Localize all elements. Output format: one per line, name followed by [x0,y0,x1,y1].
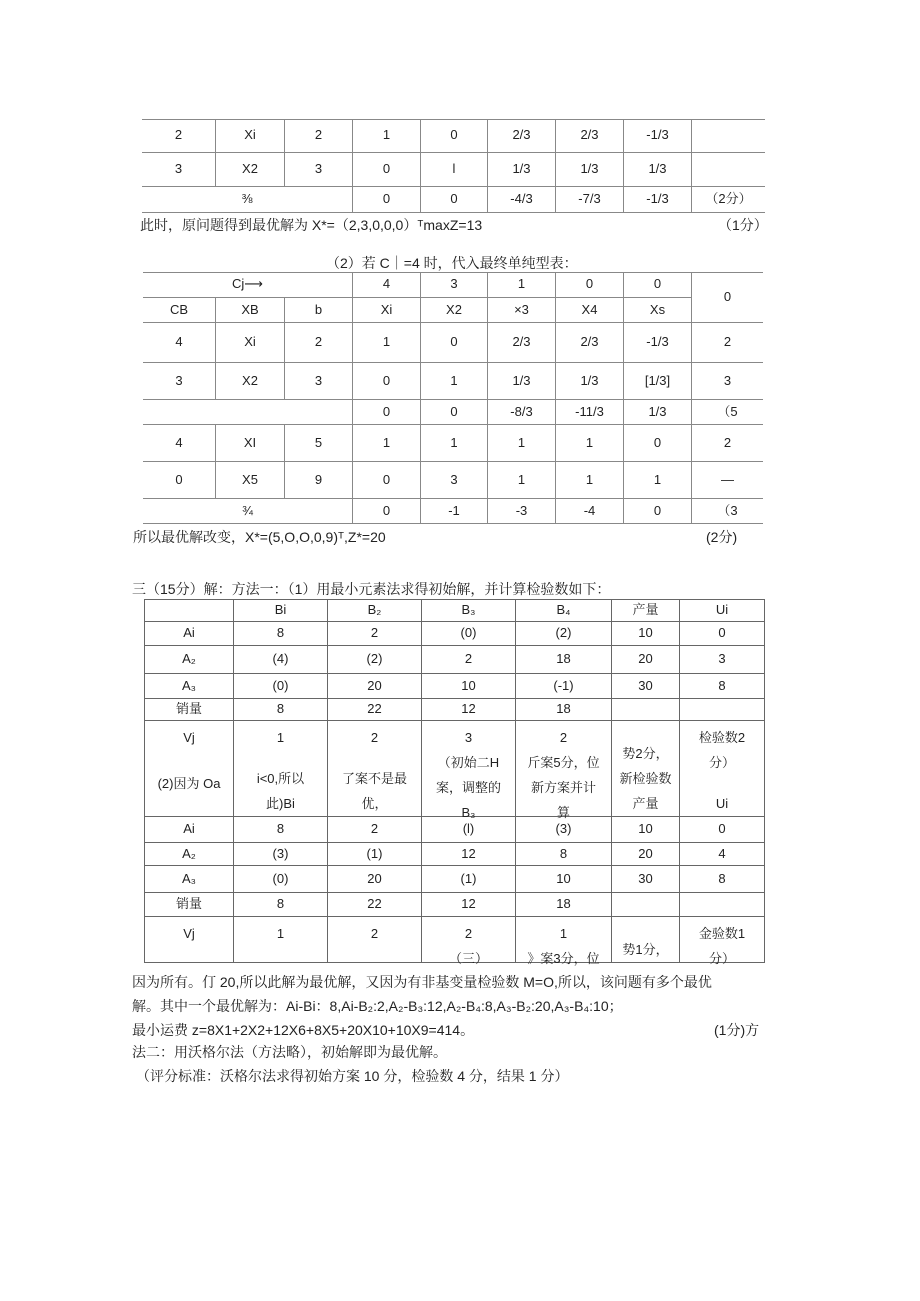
table-cell: -1 [421,499,488,524]
table-cell: CB [143,298,216,323]
table-cell: 1 [488,272,556,298]
cell-line: 势1分， [622,942,669,957]
table-cell: A₃ [144,866,234,893]
table-cell: 1/3 [624,153,692,187]
table-cell: 2 [328,817,422,843]
table-cell [144,599,234,622]
table-cell: -1/3 [624,119,692,153]
table-cell: 0 [143,462,216,499]
table-cell: 2/3 [556,323,624,363]
table-cell: 1 [421,425,488,462]
table-cell: 0 [421,119,488,153]
table-cell: (3) [234,843,328,866]
table-cell: Xi [216,119,285,153]
table-cell: -11/3 [556,400,624,425]
table-cell: (0) [422,622,516,646]
table-cell [143,400,353,425]
table-cell: 9 [285,462,353,499]
table-cell: Xi [353,298,421,323]
table-cell: b [285,298,353,323]
table-cell: 0 [680,817,765,843]
cell-line: 2 [370,926,379,941]
table-cell [692,153,765,187]
cell-line: 2 [464,926,473,941]
table-cell: 8 [680,674,765,699]
cell-line: 金验数1 [698,926,746,941]
table-cell: -4 [556,499,624,524]
cell-line: 势2分， [622,746,669,761]
table-cell: 22 [328,893,422,917]
table-cell [680,699,765,721]
table-cell: 8 [234,817,328,843]
table-cell: -1/3 [624,187,692,213]
table-cell: 0 [353,153,421,187]
table-cell [144,917,234,963]
paragraph-line: 法二：用沃格尔法（方法略），初始解即为最优解。 [132,1044,447,1060]
cell-line: 分） [708,951,735,966]
table-cell: 0 [421,323,488,363]
cell-line: 新检验数 [619,771,672,786]
table-cell: 8 [234,699,328,721]
table-cell [422,917,516,966]
table-cell: 2 [285,323,353,363]
table-cell: A₂ [144,843,234,866]
table-cell: [1/3] [624,363,692,400]
table-cell [516,917,612,966]
cell-line: 斤案5分，位 [527,755,600,770]
table-cell [234,917,328,963]
table-cell: 1 [624,462,692,499]
table-cell: 5 [285,425,353,462]
table-cell: 1 [353,425,421,462]
table-cell: （5 [692,400,763,425]
table-cell: 4 [143,323,216,363]
table-cell: 3 [692,363,763,400]
table-cell: 0 [421,400,488,425]
table-cell: 2 [692,323,763,363]
table-cell: X4 [556,298,624,323]
table-cell: 1 [488,462,556,499]
table-cell: -7/3 [556,187,624,213]
table-cell: 3 [285,153,353,187]
table-cell: Xi [216,323,285,363]
table-cell [328,721,422,817]
table-cell: 0 [353,363,421,400]
table-cell: 30 [612,674,680,699]
table-cell: (0) [234,866,328,893]
table-cell: (-1) [516,674,612,699]
table-cell: 12 [422,843,516,866]
table-cell: 1 [353,323,421,363]
table-cell: (2) [328,646,422,674]
table-cell: 2 [285,119,353,153]
table-cell: ¾ [143,499,353,524]
cell-line: 2 [370,730,379,745]
cell-line: Vj [183,730,195,745]
table-cell: A₂ [144,646,234,674]
table-cell: Xs [624,298,692,323]
table-cell: 8 [516,843,612,866]
table-cell: （2分） [692,187,765,213]
table-cell: 4 [680,843,765,866]
cell-line: 检验数2 [698,730,746,745]
table-cell: 8 [234,622,328,646]
table-cell: -4/3 [488,187,556,213]
table-cell: ×3 [488,298,556,323]
table-cell [680,917,765,966]
table-cell: 3 [421,272,488,298]
optimal-solution-line: 此时，原问题得到最优解为 X*=（2,3,0,0,0）ᵀmaxZ=13 [140,217,483,233]
cell-line: (2)因为 Oa [157,775,221,791]
table-cell: 0 [353,462,421,499]
table-cell: 10 [422,674,516,699]
changed-solution-line: 所以最优解改变，X*=(5,O,O,0,9)ᵀ,Z*=20 [133,529,386,545]
table-cell: X2 [421,298,488,323]
table-cell: (0) [234,674,328,699]
table-cell: X5 [216,462,285,499]
table-cell: 0 [624,499,692,524]
table-cell: 1 [488,425,556,462]
table-cell: 0 [353,400,421,425]
table-cell: 30 [612,866,680,893]
table-cell: -8/3 [488,400,556,425]
table-cell: 1/3 [556,363,624,400]
table-cell: 2 [692,425,763,462]
table-cell [612,893,680,917]
table-cell: 销量 [144,699,234,721]
table-cell: 12 [422,893,516,917]
table-cell: Ai [144,622,234,646]
table-cell: A₃ [144,674,234,699]
table-cell: 0 [353,187,421,213]
score-note: (2分) [706,529,738,545]
grading-criteria: （评分标准：沃格尔法求得初始方案 10 分，检验数 4 分，结果 1 分） [136,1068,569,1084]
table-cell: 3 [143,363,216,400]
table-cell: Ai [144,817,234,843]
table-cell: 2/3 [488,119,556,153]
table-cell: -1/3 [624,323,692,363]
cell-line: 产量 [632,796,659,811]
cell-line: 此)Bi [266,796,295,811]
cell-line: 》案3分，位 [527,951,600,966]
cell-line: 2 [559,730,568,745]
table-cell: XB [216,298,285,323]
table-cell: 3 [285,363,353,400]
cell-line: 了案不是最 [341,771,407,786]
table-cell: 1/3 [488,363,556,400]
cell-line: 1 [276,926,285,941]
cell-line: 分） [708,755,735,770]
paragraph-line: 最小运费 z=8X1+2X2+12X6+8X5+20X10+10X9=414。 [132,1022,475,1038]
table-cell: Cj⟶ [143,272,353,298]
table-cell: -3 [488,499,556,524]
cell-line: 新方案并计 [530,780,596,795]
table-cell: 2/3 [488,323,556,363]
table-cell: 4 [143,425,216,462]
cell-line: Ui [715,796,729,811]
cell-line: Vj [183,926,195,941]
table-cell: XI [216,425,285,462]
cell-line: （三） [448,951,488,966]
cell-line: 算 [556,805,570,820]
table-cell: (l) [422,817,516,843]
section-heading-3: 三（15分）解：方法一：（1）用最小元素法求得初始解，并计算检验数如下： [132,581,611,597]
table-cell: 产量 [612,599,680,622]
table-cell: 20 [612,843,680,866]
table-cell [234,721,328,817]
section-heading-2: （2）若 C｜=4 时，代入最终单纯型表： [326,255,578,271]
cell-line: B₃ [461,805,476,820]
table-cell: 4 [353,272,421,298]
table-cell [612,721,680,817]
table-cell: (1) [328,843,422,866]
table-cell [612,917,680,963]
table-cell: 1 [556,462,624,499]
table-cell: B₄ [516,599,612,622]
table-cell: 20 [328,674,422,699]
table-cell: 3 [142,153,216,187]
table-cell: 1 [421,363,488,400]
table-cell: 3 [680,646,765,674]
paragraph-line: 解。其中一个最优解为：Ai-Bi：8,Ai-B₂:2,A₂-B₃:12,A₂-B₄:8,A₃-B₂:20,A₃-B₄:10； [132,998,623,1014]
table-cell: 销量 [144,893,234,917]
table-cell: 1/3 [556,153,624,187]
table-cell: 22 [328,699,422,721]
table-cell: 2/3 [556,119,624,153]
table-cell: 8 [234,893,328,917]
table-cell: Bi [234,599,328,622]
table-cell: (4) [234,646,328,674]
table-cell: 18 [516,893,612,917]
table-cell: X2 [216,153,285,187]
table-cell [692,119,765,153]
table-cell: ⅜ [142,187,353,213]
table-cell [612,699,680,721]
table-cell: (3) [516,817,612,843]
table-cell [680,721,765,817]
table-cell: 1/3 [488,153,556,187]
table-cell: (2) [516,622,612,646]
table-cell: 0 [680,622,765,646]
table-cell: — [692,462,763,499]
table-cell: 1 [556,425,624,462]
table-cell: 20 [612,646,680,674]
table-cell: Ui [680,599,765,622]
cell-line: i<0,所以 [256,771,305,786]
table-cell: 0 [692,272,763,323]
table-cell: 1 [353,119,421,153]
table-cell [328,917,422,963]
cell-line: 案，调整的 [435,780,501,795]
table-cell: 0 [421,187,488,213]
score-note: （1分） [718,217,768,233]
table-cell: X2 [216,363,285,400]
cell-line: 3 [464,730,473,745]
table-cell: 0 [624,425,692,462]
cell-line: （初始二H [437,755,500,770]
table-cell: B₂ [328,599,422,622]
table-cell [516,721,612,820]
table-cell: B₃ [422,599,516,622]
table-cell: 10 [516,866,612,893]
table-cell: 2 [142,119,216,153]
table-cell: l [421,153,488,187]
table-cell [680,893,765,917]
table-cell: 1/3 [624,400,692,425]
cell-line: 1 [559,926,568,941]
table-cell: 18 [516,646,612,674]
table-cell [144,721,234,817]
score-note: (1分)方 [714,1022,760,1038]
cell-line: 优， [361,796,388,811]
table-cell: 8 [680,866,765,893]
table-cell: 2 [422,646,516,674]
paragraph-line: 因为所有。仃 20,所以此解为最优解，又因为有非基变量检验数 M=O,所以，该问题有多个最优 [132,974,712,990]
table-cell: 10 [612,817,680,843]
table-cell: 0 [353,499,421,524]
table-cell: 0 [624,272,692,298]
table-cell: 3 [421,462,488,499]
table-cell: （3 [692,499,763,524]
table-cell: 18 [516,699,612,721]
table-cell: 0 [556,272,624,298]
cell-line: 1 [276,730,285,745]
table-cell: 12 [422,699,516,721]
table-cell: 2 [328,622,422,646]
table-cell: 10 [612,622,680,646]
table-cell: 20 [328,866,422,893]
table-cell [422,721,516,820]
table-cell: (1) [422,866,516,893]
